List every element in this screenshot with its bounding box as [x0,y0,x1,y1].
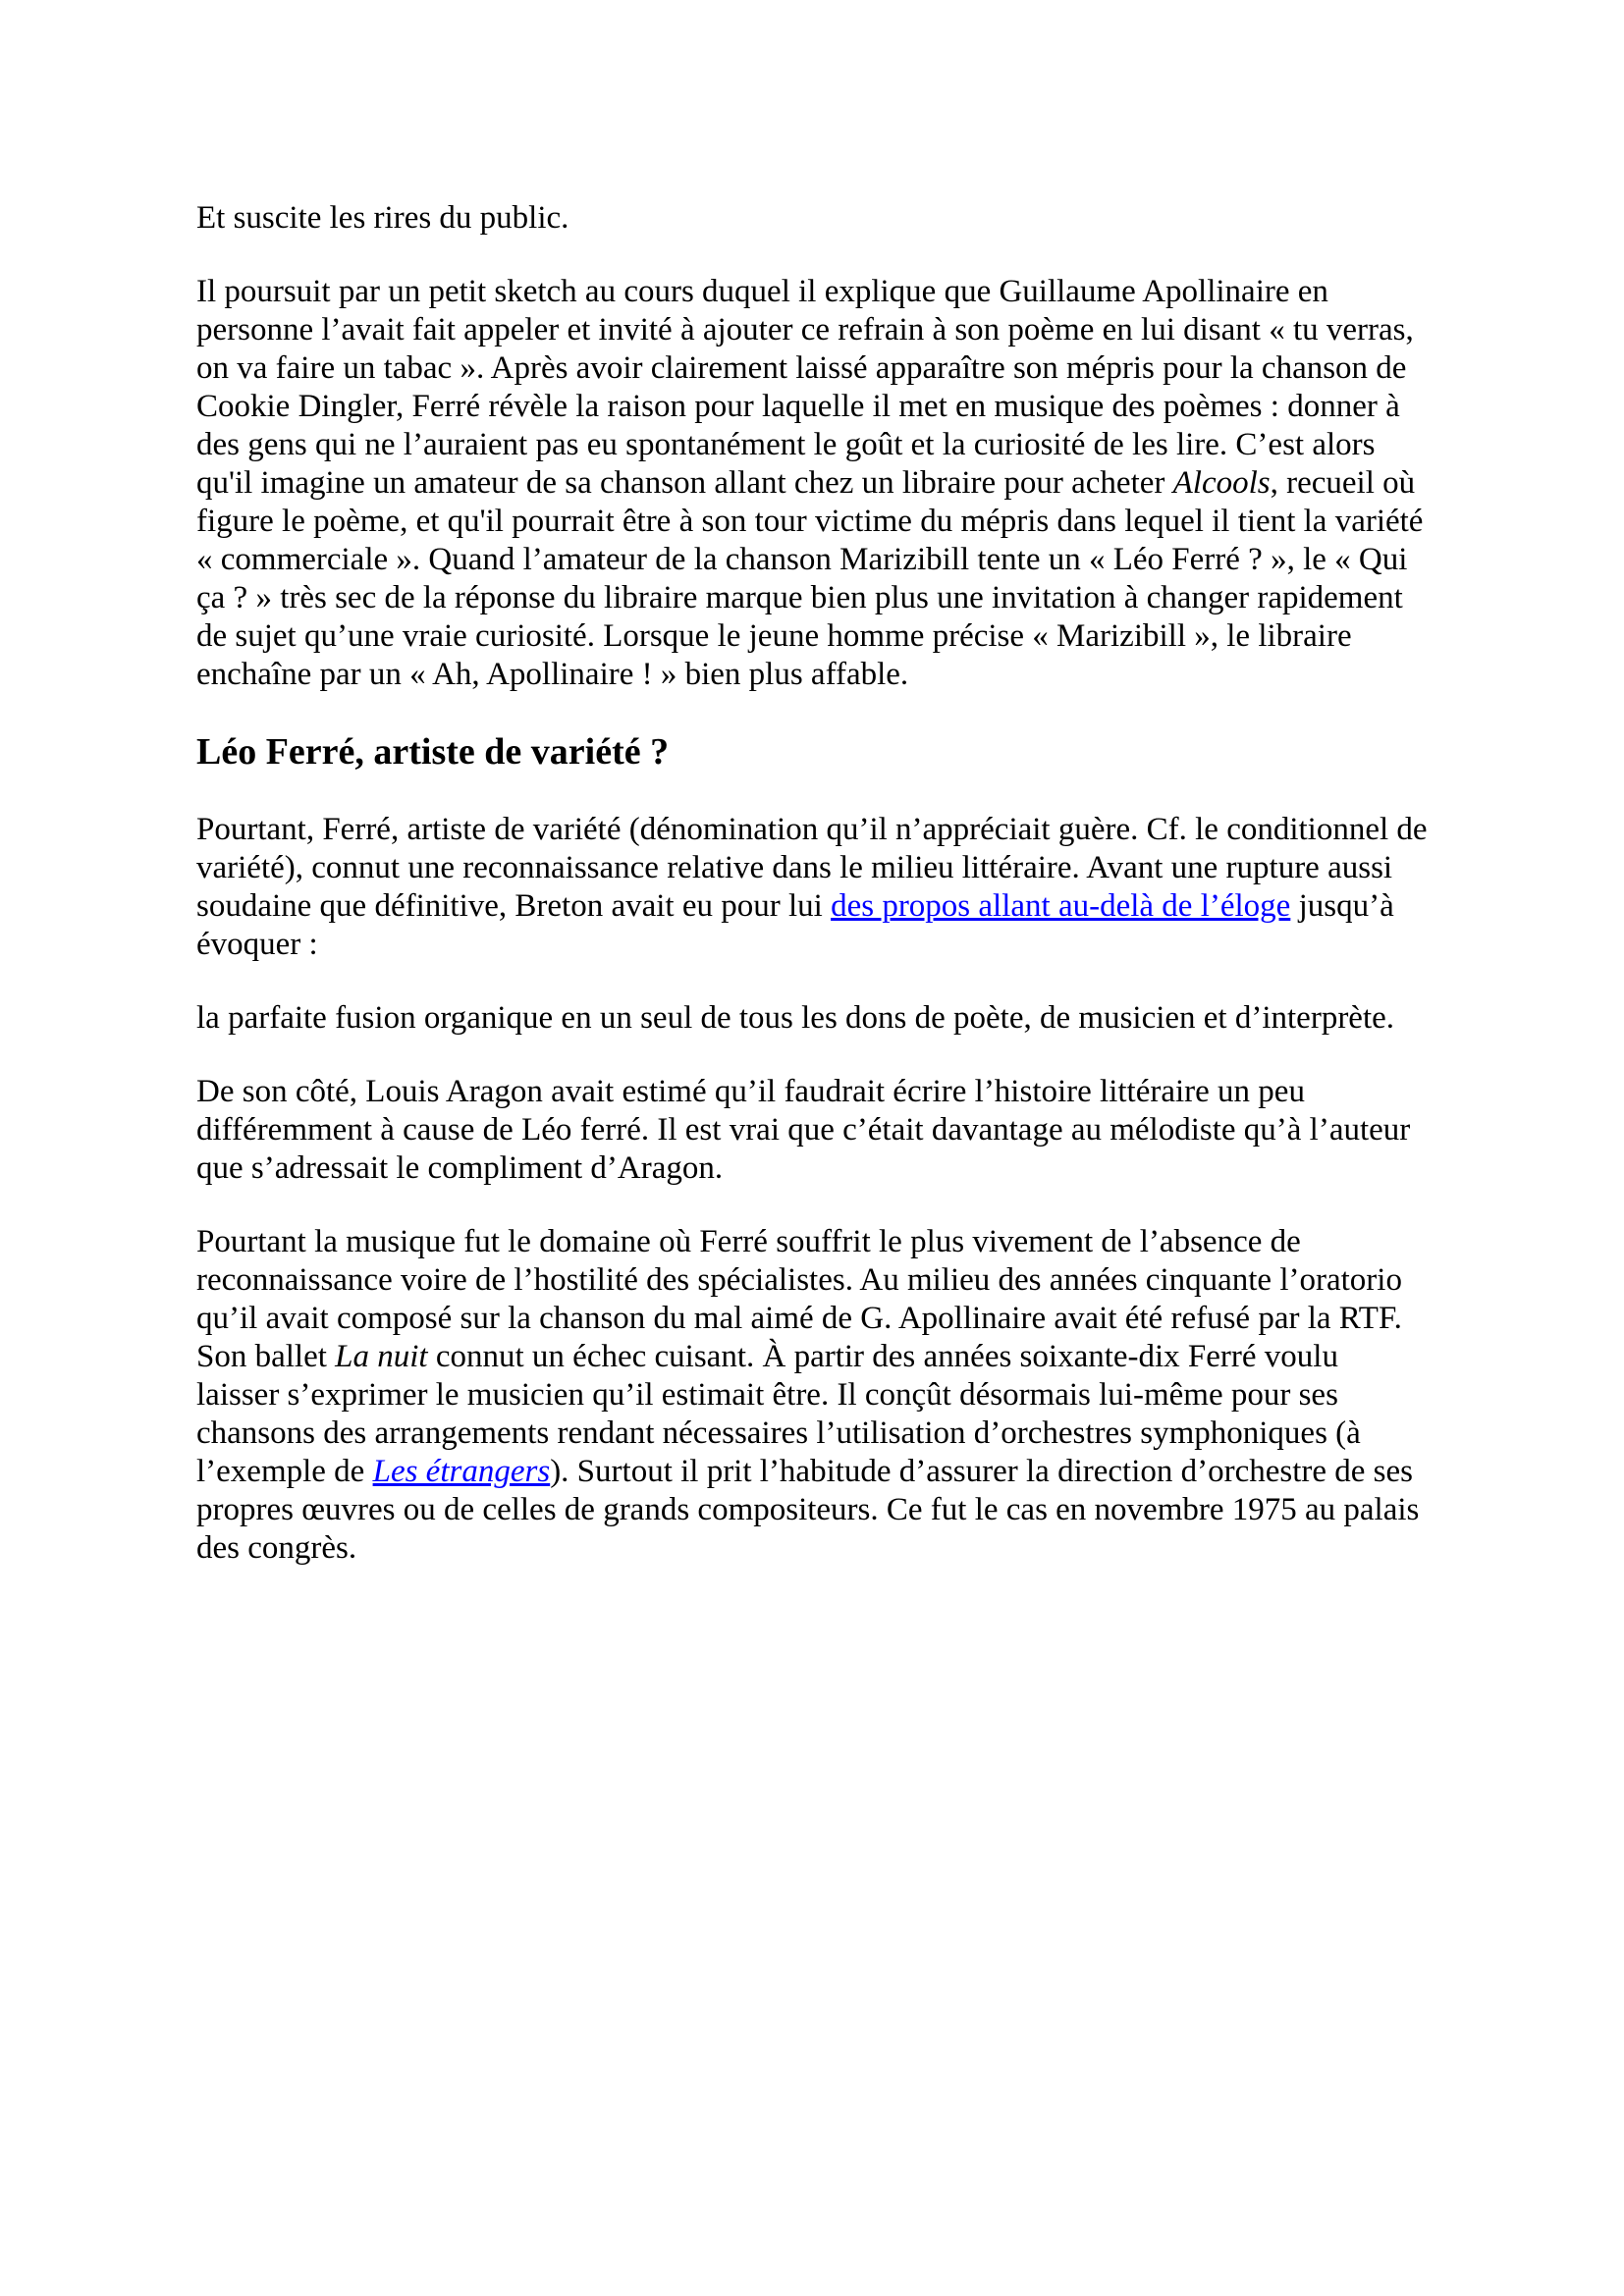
section-heading [196,729,1428,775]
text-run: Léo Ferré, artiste de variété ? [196,731,670,773]
text-run: De son côté, Louis Aragon avait estimé qu’il faudrait écrire l’histoire littéraire un peu différemment à cause de Léo ferré. Il est vrai que c’était davantage au mélodiste qu’à l’auteur que s’adressait le compliment d’Aragon. [196,1074,1411,1186]
text-run: la parfaite fusion organique en un seul de tous les dons de poète, de musicien et d’interprète. [196,1000,1395,1036]
text-run: Pourtant, Ferré, artiste de variété (dénomination qu’il n’appréciait guère. Cf. le conditionnel de variété), connut une reconnaissance relative dans le milieu littéraire. Avant une rupture aussi soudaine que définitive, Breton avait eu pour lui [196,812,1428,924]
text-run: ). Surtout il prit l’habitude d’assurer la direction d’orchestre de ses propres œuvres ou de celles de grands compositeurs. Ce fut le cas en novembre 1975 au palais des congrès. [196,1454,1420,1566]
text-run: Pourtant la musique fut le domaine où Ferré souffrit le plus vivement de l’absence de reconnaissance voire de l’hostilité des spécialistes. Au milieu des années cinquante l’oratorio qu’il avait composé sur la chanson du mal aimé de G. Apollinaire avait été refusé par la RTF. Son ballet [196,1224,1402,1374]
breton-eloge-link[interactable]: des propos allant au-delà de l’éloge [831,888,1291,924]
paragraph [196,999,1428,1038]
paragraph [196,1223,1428,1568]
text-run: jusqu’à évoquer : [196,888,1394,962]
text-run: Et suscite les rires du public. [196,200,569,236]
text-run: Il poursuit par un petit sketch au cours duquel il explique que Guillaume Apollinaire en personne l’avait fait appeler et invité à ajouter ce refrain à son poème en lui disant « tu verras, on va faire un tabac ». Après avoir clairement laissé apparaître son mépris pour la chanson de Cookie Dingler, Ferré révèle la raison pour laquelle il met en musique des poèmes : donner à des gens qui ne l’auraient pas eu spontanément le goût et la curiosité de les lire. C’est alors qu'il imagine un amateur de sa chanson allant chez un libraire pour acheter [196,274,1414,501]
text-run: connut un échec cuisant. À partir des années soixante-dix Ferré voulu laisser s’exprimer le musicien qu’il estimait être. Il conçût désormais lui-même pour ses chansons des arrangements rendant nécessaires l’utilisation d’orchestres symphoniques (à l’exemple de [196,1339,1361,1489]
paragraph [196,811,1428,964]
paragraph [196,1073,1428,1188]
paragraph [196,273,1428,694]
italic-text-run: Alcools [1172,465,1271,501]
paragraph [196,199,1428,238]
text-run: , recueil où figure le poème, et qu'il pourrait être à son tour victime du mépris dans lequel il tient la variété « commerciale ». Quand l’amateur de la chanson Marizibill tente un « Léo Ferré ? », le « Qui ça ? » très sec de la réponse du libraire marque bien plus une invitation à changer rapidement de sujet qu’une vraie curiosité. Lorsque le jeune homme précise « Marizibill », le libraire enchaîne par un « Ah, Apollinaire ! » bien plus affable. [196,465,1424,692]
document-body [196,199,1428,1568]
les-etrangers-link[interactable]: Les étrangers [372,1454,551,1489]
italic-text-run: La nuit [335,1339,428,1374]
